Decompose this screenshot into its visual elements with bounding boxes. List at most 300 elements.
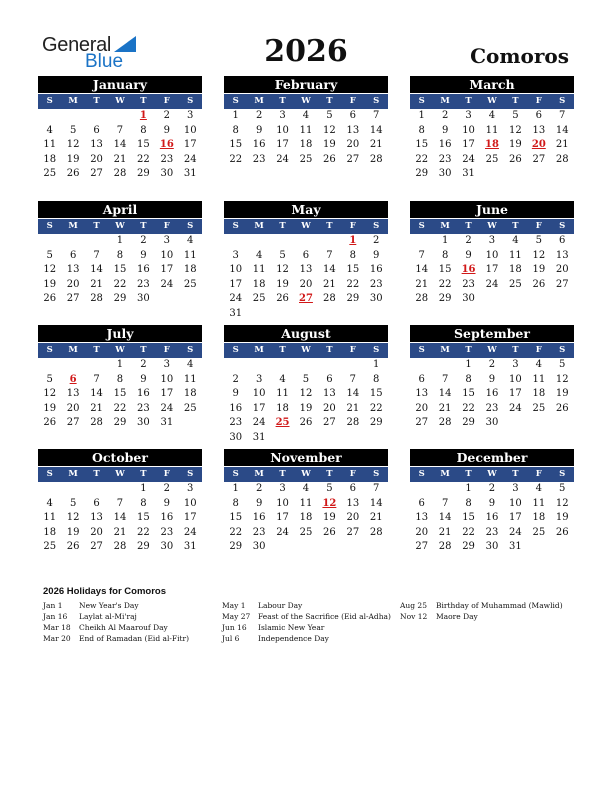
day-cell: 26: [509, 153, 522, 165]
day-cell: 26: [323, 153, 336, 165]
day-cell: 21: [438, 526, 452, 538]
logo-general-text: General: [42, 34, 112, 56]
day-cell: 5: [46, 373, 53, 385]
empty-day-cell: [294, 358, 317, 373]
week-row: [224, 234, 388, 249]
week-row: [410, 526, 574, 541]
empty-day-cell: [85, 358, 108, 373]
day-cell: 21: [90, 402, 103, 414]
day-cell: 23: [462, 278, 475, 290]
day-cell: 24: [462, 153, 475, 165]
day-cell: 5: [46, 249, 53, 261]
day-cell: 24: [276, 526, 289, 538]
day-cell: 24: [160, 278, 174, 290]
weekday-label: M: [68, 469, 78, 479]
day-cell: 17: [462, 139, 475, 150]
day-cell: 16: [485, 512, 499, 523]
day-cell: 18: [252, 278, 266, 290]
empty-day-cell: [85, 234, 108, 249]
day-cell: 10: [485, 249, 499, 261]
week-row: [410, 373, 574, 388]
weekday-label: T: [93, 221, 100, 231]
empty-day-cell: [527, 167, 550, 182]
day-cell: 18: [299, 512, 313, 523]
day-cell: 11: [43, 139, 57, 150]
day-cell: 7: [441, 497, 449, 509]
holiday-day-cell: 16: [159, 139, 174, 150]
weekday-label: S: [373, 469, 380, 479]
day-cell: 7: [93, 373, 100, 385]
day-cell: 24: [229, 293, 243, 304]
day-cell: 5: [279, 249, 286, 261]
day-cell: 1: [116, 359, 124, 370]
day-cell: 3: [232, 249, 239, 261]
weekday-label: S: [418, 221, 425, 231]
day-cell: 2: [488, 359, 496, 370]
day-cell: 9: [140, 249, 147, 261]
day-cell: 3: [465, 110, 472, 121]
empty-day-cell: [480, 167, 503, 182]
day-cell: 19: [43, 402, 57, 414]
holiday-name: Birthday of Muhammad (Mawlid): [436, 601, 563, 610]
day-cell: 15: [229, 512, 243, 523]
month-title: February: [224, 76, 388, 93]
holiday-date: May 1: [222, 601, 246, 610]
week-row: [410, 263, 574, 278]
day-cell: 11: [485, 124, 499, 136]
day-cell: 4: [255, 249, 263, 261]
day-cell: 29: [415, 168, 429, 179]
weekday-label: F: [535, 345, 542, 355]
weekday-header: [224, 343, 388, 358]
weekday-label: T: [465, 345, 472, 355]
week-row: [410, 124, 574, 139]
day-cell: 8: [465, 497, 472, 509]
month-title: July: [38, 325, 202, 342]
weekday-label: M: [254, 345, 264, 355]
holiday-name: Cheikh Al Maarouf Day: [79, 623, 168, 632]
day-cell: 19: [323, 512, 336, 523]
empty-day-cell: [247, 307, 270, 322]
holidays-title: 2026 Holidays for Comoros: [43, 586, 167, 597]
weekday-header: [410, 219, 574, 234]
day-cell: 10: [509, 497, 522, 509]
day-cell: 5: [535, 235, 542, 246]
weekday-label: S: [559, 345, 566, 355]
month-june: [410, 201, 574, 307]
day-cell: 28: [369, 153, 383, 165]
week-row: [224, 431, 388, 446]
holiday-name: Feast of the Sacrifice (Eid al-Adha): [258, 612, 391, 621]
weekday-label: T: [465, 469, 472, 479]
day-cell: 14: [438, 388, 452, 399]
week-row: [38, 109, 202, 124]
day-cell: 5: [326, 110, 333, 121]
day-cell: 12: [299, 388, 313, 399]
month-november: [224, 449, 388, 555]
week-row: [224, 278, 388, 293]
weekday-label: F: [163, 221, 170, 231]
month-september: [410, 325, 574, 431]
day-cell: 9: [163, 497, 170, 509]
weekday-label: T: [93, 469, 100, 479]
empty-day-cell: [551, 292, 574, 307]
day-cell: 14: [555, 124, 569, 136]
day-cell: 28: [90, 293, 103, 304]
day-cell: 23: [252, 153, 266, 165]
month-title: October: [38, 449, 202, 466]
day-cell: 21: [113, 153, 127, 165]
day-cell: 8: [465, 373, 472, 385]
day-cell: 25: [485, 153, 499, 165]
day-cell: 5: [69, 497, 77, 509]
day-cell: 3: [163, 235, 170, 246]
weekday-label: S: [232, 221, 239, 231]
weekday-label: S: [418, 96, 425, 106]
month-title: December: [410, 449, 574, 466]
holiday-entry: [222, 633, 372, 644]
day-cell: 13: [90, 512, 103, 523]
day-cell: 30: [485, 541, 499, 552]
week-row: [224, 292, 388, 307]
day-cell: 5: [559, 359, 566, 370]
empty-day-cell: [85, 482, 108, 497]
day-cell: 9: [255, 497, 263, 509]
weekday-label: T: [326, 221, 333, 231]
day-cell: 27: [415, 541, 429, 552]
empty-day-cell: [341, 307, 364, 322]
day-cell: 25: [509, 278, 522, 290]
day-cell: 7: [373, 483, 380, 494]
day-cell: 12: [555, 497, 569, 509]
month-title: August: [224, 325, 388, 342]
day-cell: 22: [369, 402, 383, 414]
day-cell: 27: [532, 153, 546, 165]
day-cell: 12: [276, 264, 289, 275]
day-cell: 6: [418, 373, 425, 385]
empty-day-cell: [365, 431, 388, 446]
week-row: [410, 138, 574, 153]
day-cell: 12: [66, 512, 80, 523]
day-cell: 21: [369, 512, 383, 523]
day-cell: 24: [252, 417, 266, 428]
day-cell: 2: [255, 110, 263, 121]
month-july: [38, 325, 202, 431]
day-cell: 27: [66, 417, 80, 428]
empty-day-cell: [271, 540, 294, 555]
day-cell: 14: [113, 139, 127, 150]
day-cell: 29: [346, 293, 360, 304]
day-cell: 11: [299, 124, 313, 136]
weekday-label: W: [301, 345, 311, 355]
week-row: [410, 511, 574, 526]
day-cell: 20: [415, 402, 429, 414]
day-cell: 4: [535, 359, 542, 370]
week-row: [224, 263, 388, 278]
day-cell: 20: [90, 153, 103, 165]
day-cell: 1: [465, 359, 472, 370]
weekday-label: M: [254, 469, 264, 479]
day-cell: 30: [462, 293, 475, 304]
day-cell: 20: [66, 278, 80, 290]
day-cell: 24: [183, 153, 197, 165]
day-cell: 22: [113, 278, 127, 290]
empty-day-cell: [480, 292, 503, 307]
day-cell: 2: [373, 235, 380, 246]
weekday-label: T: [326, 96, 333, 106]
day-cell: 8: [140, 497, 147, 509]
day-cell: 24: [160, 402, 174, 414]
weekday-label: M: [68, 96, 78, 106]
day-cell: 28: [438, 541, 452, 552]
day-cell: 9: [441, 124, 449, 136]
weekday-label: M: [68, 221, 78, 231]
weekday-label: W: [115, 96, 125, 106]
empty-day-cell: [247, 234, 270, 249]
weekday-label: M: [254, 221, 264, 231]
day-cell: 9: [373, 249, 380, 261]
day-cell: 26: [555, 526, 569, 538]
day-cell: 9: [140, 373, 147, 385]
month-title: January: [38, 76, 202, 93]
weekday-label: T: [512, 96, 519, 106]
week-row: [410, 387, 574, 402]
day-cell: 11: [509, 249, 522, 261]
week-row: [38, 497, 202, 512]
week-row: [224, 482, 388, 497]
week-row: [410, 234, 574, 249]
day-cell: 2: [163, 483, 170, 494]
empty-day-cell: [294, 307, 317, 322]
empty-day-cell: [551, 540, 574, 555]
day-cell: 15: [462, 388, 475, 399]
weekday-label: W: [487, 345, 497, 355]
holiday-date: Jan 16: [43, 612, 68, 621]
day-cell: 13: [532, 124, 546, 136]
week-row: [410, 292, 574, 307]
day-cell: 6: [349, 483, 356, 494]
day-cell: 17: [276, 512, 289, 523]
day-cell: 16: [137, 264, 150, 275]
holiday-day-cell: 1: [349, 235, 357, 246]
weekday-label: S: [187, 469, 194, 479]
day-cell: 24: [509, 526, 522, 538]
empty-day-cell: [294, 234, 317, 249]
day-cell: 28: [90, 417, 103, 428]
weekday-label: W: [487, 96, 497, 106]
holiday-entry: [400, 611, 570, 622]
day-cell: 31: [229, 307, 243, 319]
day-cell: 7: [93, 249, 100, 261]
week-row: [224, 153, 388, 168]
day-cell: 25: [183, 402, 197, 414]
day-cell: 2: [140, 359, 147, 370]
day-cell: 23: [369, 278, 383, 290]
day-cell: 19: [509, 139, 522, 150]
weekday-label: S: [232, 345, 239, 355]
day-cell: 6: [349, 110, 356, 121]
month-may: [224, 201, 388, 321]
week-row: [38, 263, 202, 278]
empty-day-cell: [341, 358, 364, 373]
day-cell: 14: [113, 512, 127, 523]
day-cell: 22: [462, 402, 475, 414]
day-cell: 22: [415, 153, 429, 165]
day-cell: 27: [555, 278, 569, 290]
weekday-header: [38, 94, 202, 109]
day-cell: 20: [346, 139, 360, 150]
day-cell: 2: [232, 373, 239, 385]
day-cell: 10: [229, 264, 243, 275]
holiday-day-cell: 6: [69, 373, 77, 385]
holiday-entry: [43, 600, 183, 611]
day-cell: 22: [137, 526, 150, 538]
day-cell: 25: [43, 541, 57, 552]
day-cell: 31: [160, 417, 174, 428]
weekday-label: S: [418, 345, 425, 355]
day-cell: 29: [137, 168, 150, 179]
weekday-label: M: [68, 345, 78, 355]
week-row: [38, 278, 202, 293]
day-cell: 7: [326, 249, 333, 261]
weekday-label: F: [535, 469, 542, 479]
day-cell: 27: [66, 293, 80, 304]
day-cell: 1: [232, 483, 239, 494]
day-cell: 9: [488, 497, 496, 509]
empty-day-cell: [38, 482, 61, 497]
day-cell: 7: [373, 110, 380, 121]
day-cell: 10: [462, 124, 475, 136]
day-cell: 19: [532, 264, 546, 275]
day-cell: 21: [555, 139, 569, 150]
day-cell: 3: [187, 483, 194, 494]
day-cell: 24: [485, 278, 499, 290]
day-cell: 15: [346, 264, 360, 275]
day-cell: 27: [415, 417, 429, 428]
day-cell: 15: [113, 388, 127, 399]
day-cell: 18: [183, 388, 197, 399]
week-row: [410, 416, 574, 431]
day-cell: 18: [532, 388, 546, 399]
day-cell: 18: [532, 512, 546, 523]
holiday-day-cell: 1: [139, 110, 147, 121]
month-march: [410, 76, 574, 182]
empty-day-cell: [294, 431, 317, 446]
day-cell: 29: [229, 541, 243, 552]
day-cell: 25: [532, 402, 546, 414]
week-row: [38, 416, 202, 431]
logo-blue-text: Blue: [85, 51, 124, 72]
empty-day-cell: [527, 416, 550, 431]
day-cell: 20: [323, 402, 336, 414]
weekday-label: T: [512, 469, 519, 479]
holiday-date: May 27: [222, 612, 251, 621]
day-cell: 8: [349, 249, 356, 261]
week-row: [38, 373, 202, 388]
day-cell: 13: [323, 388, 336, 399]
day-cell: 4: [187, 235, 194, 246]
empty-day-cell: [294, 540, 317, 555]
day-cell: 12: [509, 124, 522, 136]
day-cell: 19: [276, 278, 289, 290]
empty-day-cell: [61, 109, 84, 124]
day-cell: 15: [369, 388, 383, 399]
weekday-label: M: [440, 345, 450, 355]
day-cell: 1: [373, 359, 380, 370]
day-cell: 7: [116, 497, 124, 509]
day-cell: 1: [140, 483, 147, 494]
weekday-label: T: [279, 469, 286, 479]
empty-day-cell: [527, 540, 550, 555]
weekday-label: M: [440, 221, 450, 231]
weekday-label: S: [46, 221, 53, 231]
day-cell: 2: [488, 483, 496, 494]
day-cell: 16: [229, 402, 243, 414]
day-cell: 17: [509, 512, 522, 523]
day-cell: 8: [441, 249, 449, 261]
week-row: [38, 167, 202, 182]
day-cell: 28: [113, 168, 127, 179]
day-cell: 8: [373, 373, 380, 385]
day-cell: 10: [183, 497, 197, 509]
weekday-label: W: [301, 96, 311, 106]
day-cell: 23: [137, 402, 150, 414]
day-cell: 11: [183, 373, 197, 385]
day-cell: 16: [485, 388, 499, 399]
day-cell: 31: [252, 431, 266, 443]
weekday-label: T: [465, 96, 472, 106]
week-row: [224, 511, 388, 526]
day-cell: 23: [252, 526, 266, 538]
day-cell: 14: [346, 388, 360, 399]
day-cell: 15: [113, 264, 127, 275]
day-cell: 28: [369, 526, 383, 538]
day-cell: 11: [183, 249, 197, 261]
empty-day-cell: [179, 416, 202, 431]
week-row: [38, 358, 202, 373]
day-cell: 26: [555, 402, 569, 414]
day-cell: 27: [323, 417, 336, 428]
day-cell: 18: [509, 264, 522, 275]
empty-day-cell: [318, 540, 341, 555]
empty-day-cell: [271, 234, 294, 249]
weekday-label: W: [115, 221, 125, 231]
empty-day-cell: [85, 109, 108, 124]
empty-day-cell: [504, 416, 527, 431]
week-row: [38, 249, 202, 264]
day-cell: 30: [438, 168, 452, 179]
day-cell: 22: [113, 402, 127, 414]
day-cell: 30: [137, 417, 150, 428]
holiday-date: Aug 25: [400, 601, 427, 610]
holidays-column: [222, 600, 391, 644]
day-cell: 8: [116, 373, 124, 385]
day-cell: 11: [43, 512, 57, 523]
weekday-label: T: [93, 96, 100, 106]
calendar-year: 2026: [264, 34, 348, 69]
day-cell: 9: [465, 249, 472, 261]
holiday-entry: [222, 600, 372, 611]
day-cell: 7: [349, 373, 356, 385]
holiday-name: Laylat al-Mi'raj: [79, 612, 137, 621]
day-cell: 21: [323, 278, 336, 290]
day-cell: 27: [90, 168, 103, 179]
day-cell: 14: [369, 124, 383, 136]
weekday-label: T: [93, 345, 100, 355]
day-cell: 24: [276, 153, 289, 165]
day-cell: 26: [323, 526, 336, 538]
day-cell: 7: [441, 373, 449, 385]
